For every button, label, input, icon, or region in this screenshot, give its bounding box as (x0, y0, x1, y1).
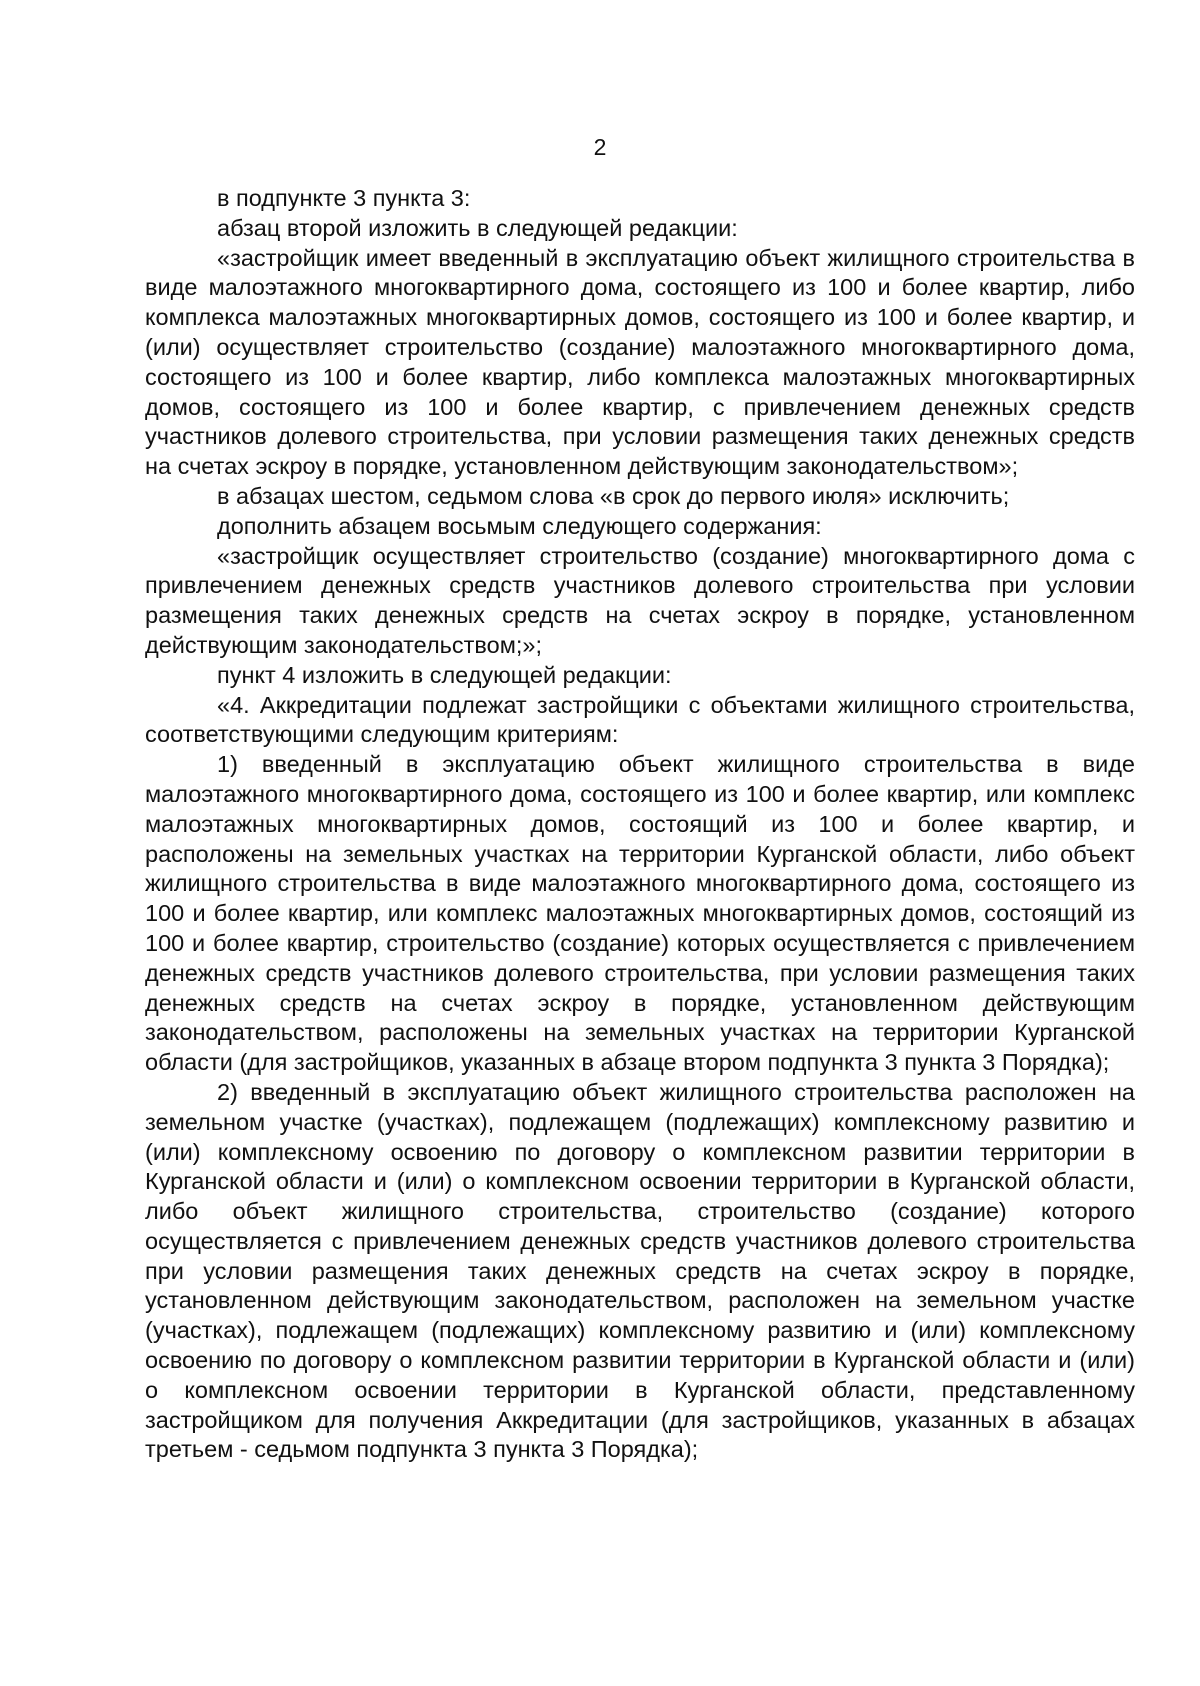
paragraph-2: абзац второй изложить в следующей редакции: (217, 214, 738, 241)
paragraph-3: «застройщик имеет введенный в эксплуатацию объект жилищного строительства в виде малоэтажного многоквартирного дома, состоящего из 100 и более квартир, либо комплекса малоэтажных многоквартирных домов, состоящего из 100 и более квартир, и (или) осуществляет строительство (создание) малоэтажного многоквартирного дома, состоящего из 100 и более квартир, либо комплекса малоэтажных многоквартирных домов, состоящего из 100 и более квартир, с привлечением денежных средств участников долевого строительства, при условии размещения таких денежных средств на счетах эскроу в порядке, установленном действующим законодательством»; (145, 244, 1135, 480)
paragraph-5: дополнить абзацем восьмым следующего содержания: (217, 512, 822, 539)
paragraph-1: в подпункте 3 пункта 3: (217, 185, 471, 211)
paragraph-4: в абзацах шестом, седьмом слова «в срок до первого июля» исключить; (217, 482, 1010, 509)
page-number: 2 (593, 134, 607, 160)
document-body (145, 184, 1135, 1465)
paragraph-6: «застройщик осуществляет строительство (создание) многоквартирного дома с привлечением денежных средств участников долевого строительства при условии размещения таких денежных средств на счетах эскроу в порядке, установленном действующим законодательством;»; (145, 542, 1135, 658)
paragraph-7: пункт 4 изложить в следующей редакции: (217, 661, 672, 688)
paragraph-10: 2) введенный в эксплуатацию объект жилищного строительства расположен на земельном участке (участках), подлежащем (подлежащих) комплексному развитию и (или) комплексному освоению по договору о комплексном развитии территории в Курганской области и (или) о комплексном освоении территории в Курганской области, либо объект жилищного строительства, строительство (создание) которого осуществляется с привлечением денежных средств участников долевого строительства при условии размещения таких денежных средств на счетах эскроу в порядке, установленном действующим законодательством, расположен на земельном участке (участках), подлежащем (подлежащих) комплексному развитию и (или) комплексному освоению по договору о комплексном развитии территории в Курганской области и (или) о комплексном освоении территории в Курганской области, представленному застройщиком для получения Аккредитации (для застройщиков, указанных в абзацах третьем - седьмом подпункта 3 пункта 3 Порядка); (145, 1078, 1135, 1463)
paragraph-8: «4. Аккредитации подлежат застройщики с объектами жилищного строительства, соответствующими следующим критериям: (145, 691, 1135, 748)
paragraph-9: 1) введенный в эксплуатацию объект жилищного строительства в виде малоэтажного многоквартирного дома, состоящего из 100 и более квартир, или комплекс малоэтажных многоквартирных домов, состоящий из 100 и более квартир, и расположены на земельных участках на территории Курганской области, либо объект жилищного строительства в виде малоэтажного многоквартирного дома, состоящего из 100 и более квартир, или комплекс малоэтажных многоквартирных домов, состоящий из 100 и более квартир, строительство (создание) которых осуществляется с привлечением денежных средств участников долевого строительства, при условии размещения таких денежных средств на счетах эскроу в порядке, установленном действующим законодательством, расположены на земельных участках на территории Курганской области (для застройщиков, указанных в абзаце втором подпункта 3 пункта 3 Порядка); (145, 751, 1135, 1076)
